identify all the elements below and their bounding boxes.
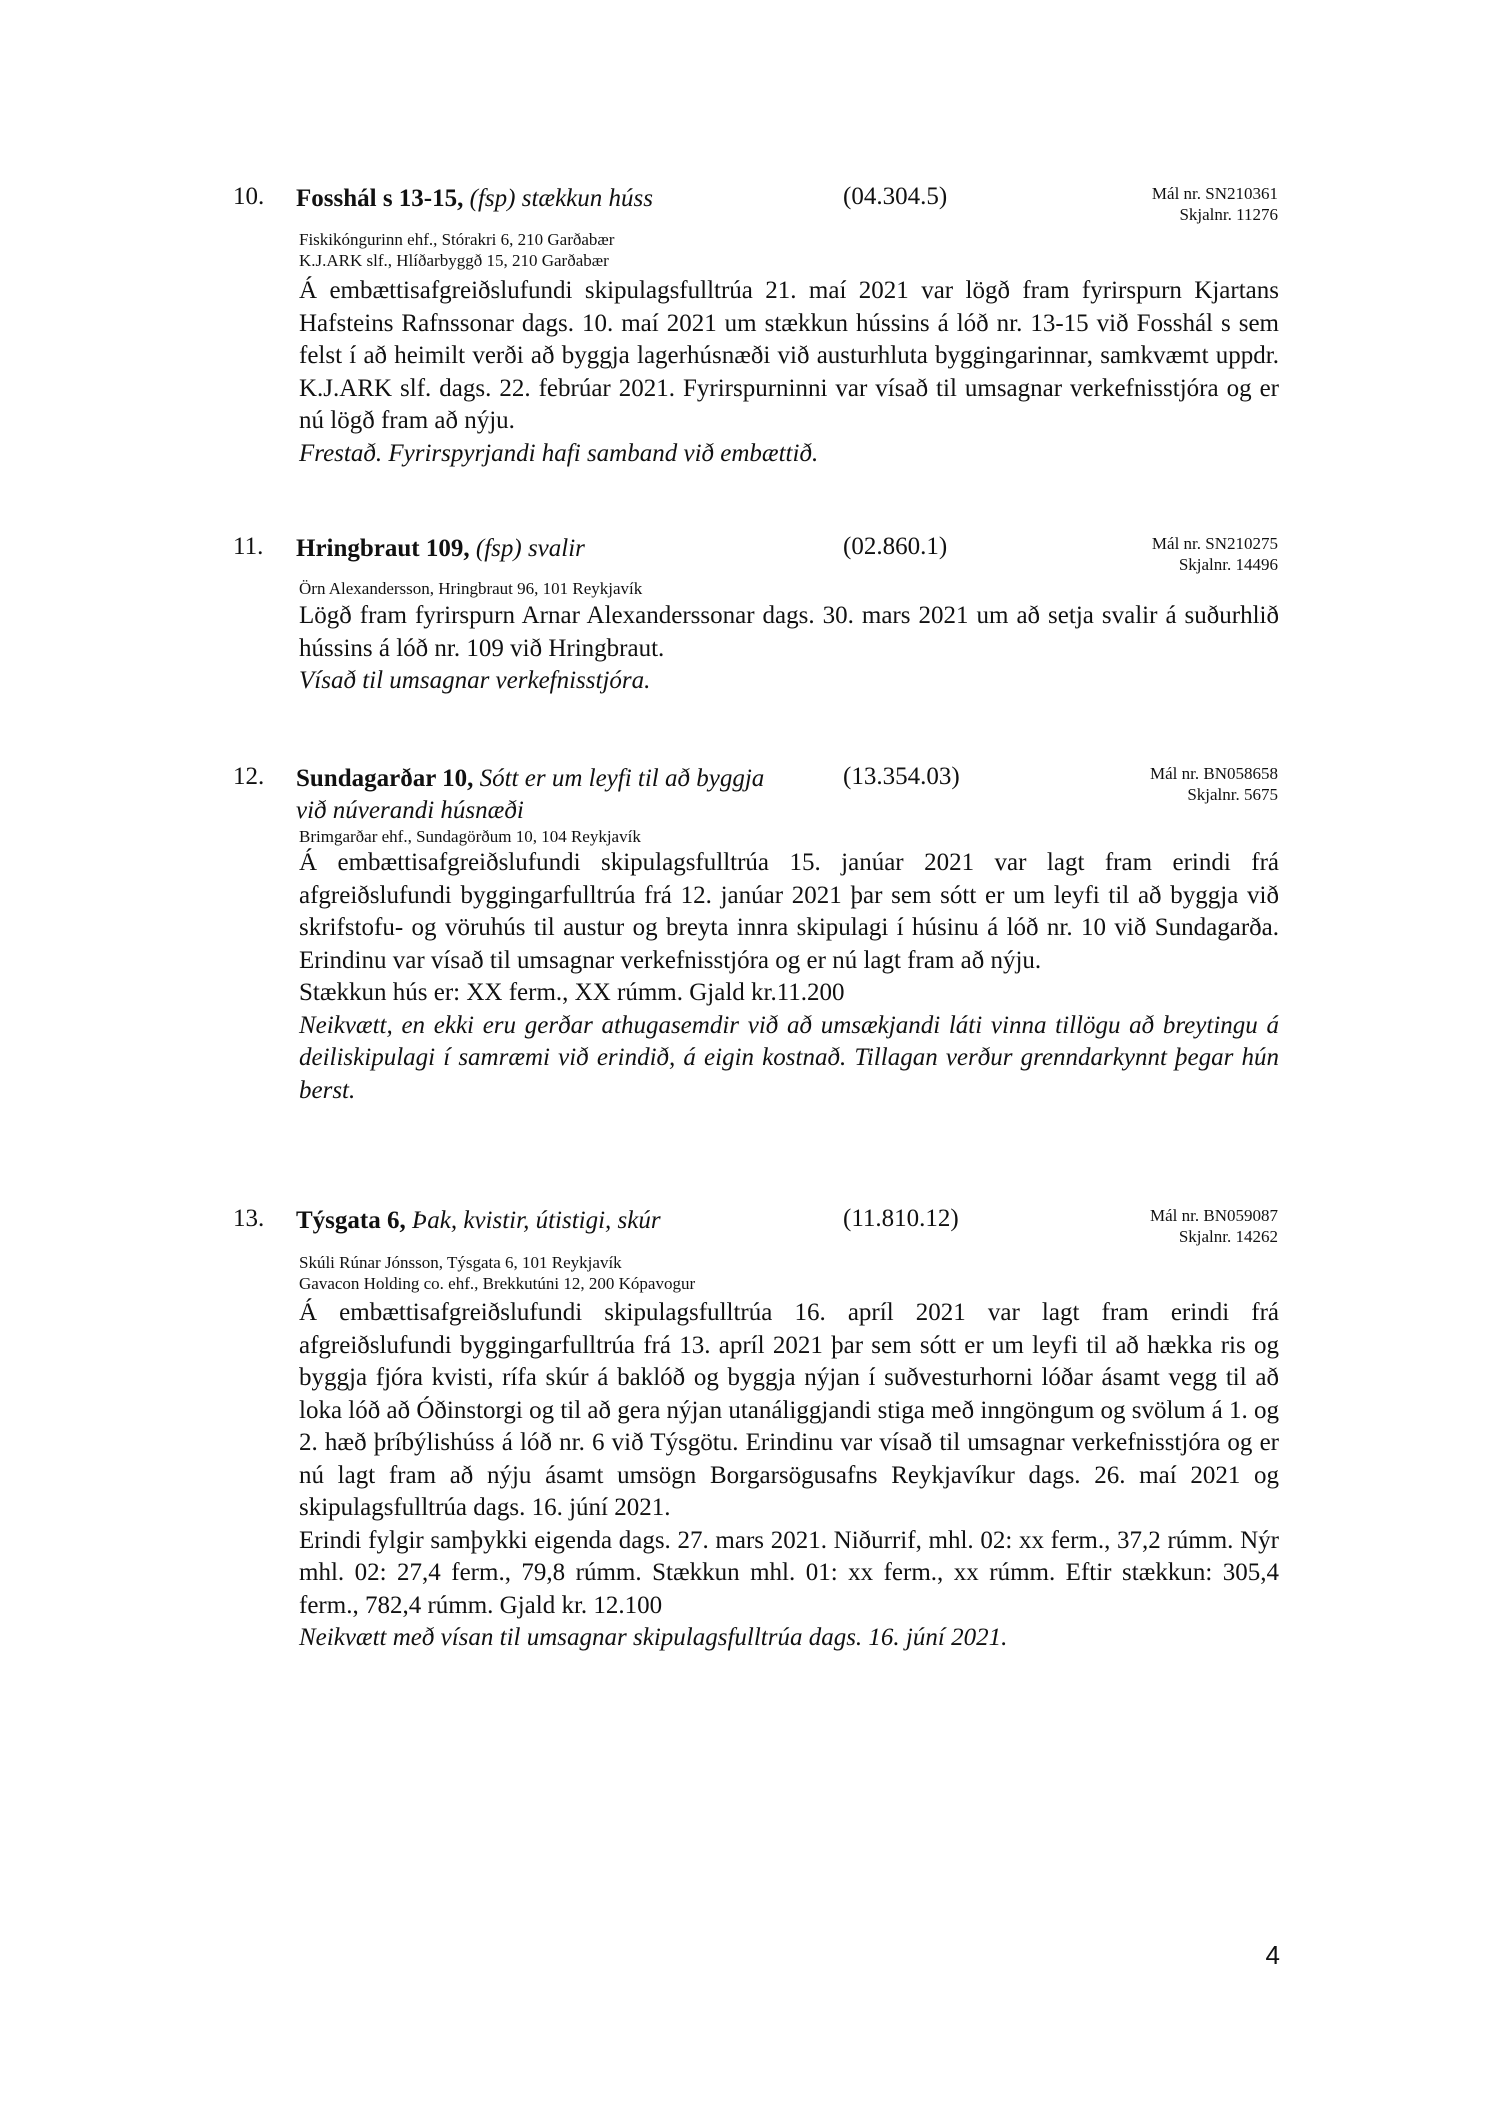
item-reference: (11.810.12) <box>843 1205 959 1232</box>
parties <box>299 826 641 847</box>
party: K.J.ARK slf., Hlíðarbyggð 15, 210 Garðabær <box>299 251 609 270</box>
case-numbers <box>1152 183 1278 225</box>
item-body <box>299 600 1279 698</box>
skjal-number: Skjalnr. 14496 <box>1178 555 1278 574</box>
item-text: Lögð fram fyrirspurn Arnar Alexanderssonar dags. 30. mars 2021 um að setja svalir á suðurhlið hússins á lóð nr. 109 við Hringbraut. <box>299 602 1279 662</box>
item-body <box>299 847 1279 1107</box>
item-body <box>299 1297 1279 1655</box>
parties <box>299 1252 695 1294</box>
party: Gavacon Holding co. ehf., Brekkutúni 12, 200 Kópavogur <box>299 1274 696 1293</box>
mal-number: Mál nr. SN210361 <box>1151 184 1278 203</box>
item-title <box>296 1205 661 1237</box>
skjal-number: Skjalnr. 5675 <box>1187 785 1278 804</box>
item-number: 11. <box>233 533 264 560</box>
item-text: Á embættisafgreiðslufundi skipulagsfulltrúa 15. janúar 2021 var lagt fram erindi frá afgreiðslufundi byggingarfulltrúa frá 12. janúar 2021 þar sem sótt er um leyfi til að byggja við skrifstofu- og vöruhús til austur og breyta innra skipulagi í húsinu á lóð nr. 10 við Sundagarða. Erindinu var vísað til umsagnar verkefnisstjóra og er nú lagt fram að nýju. <box>299 849 1279 974</box>
item-address: Fosshál s 13-15, <box>296 185 464 212</box>
mal-number: Mál nr. SN210275 <box>1151 534 1278 553</box>
party: Brimgarðar ehf., Sundagörðum 10, 104 Reykjavík <box>299 827 641 846</box>
skjal-number: Skjalnr. 11276 <box>1179 205 1278 224</box>
case-numbers <box>1150 763 1278 805</box>
mal-number: Mál nr. BN059087 <box>1150 1206 1278 1225</box>
parties <box>299 578 642 599</box>
parties <box>299 229 614 271</box>
item-title <box>296 533 585 565</box>
item-address: Týsgata 6, <box>296 1207 406 1234</box>
item-body <box>299 275 1279 470</box>
case-numbers <box>1150 1205 1278 1247</box>
item-description: (fsp) stækkun húss <box>469 185 653 212</box>
item-reference: (04.304.5) <box>843 183 948 210</box>
item-description: Þak, kvistir, útistigi, skúr <box>411 1207 661 1234</box>
item-reference: (13.354.03) <box>843 763 960 790</box>
item-text: Á embættisafgreiðslufundi skipulagsfulltrúa 21. maí 2021 var lögð fram fyrirspurn Kjartans Hafsteins Rafnssonar dags. 10. maí 2021 um stækkun hússins á lóð nr. 13-15 við Fosshál s sem felst í að heimilt verði að byggja lagerhúsnæði við austurhluta byggingarinnar, samkvæmt uppdr. K.J.ARK slf. dags. 22. febrúar 2021. Fyrirspurninni var vísað til umsagnar verkefnisstjóra og er nú lögð fram að nýju. <box>299 277 1279 434</box>
mal-number: Mál nr. BN058658 <box>1150 764 1278 783</box>
party: Örn Alexandersson, Hringbraut 96, 101 Reykjavík <box>299 579 643 598</box>
item-title <box>296 183 653 215</box>
case-numbers <box>1152 533 1278 575</box>
party: Fiskikóngurinn ehf., Stórakri 6, 210 Garðabær <box>299 230 615 249</box>
item-reference: (02.860.1) <box>843 533 948 560</box>
item-description: (fsp) svalir <box>475 535 585 562</box>
item-description: Sótt er um leyfi til að byggja við núverandi húsnæði <box>296 765 765 824</box>
item-number: 10. <box>233 183 265 210</box>
item-text: Á embættisafgreiðslufundi skipulagsfulltrúa 16. apríl 2021 var lagt fram erindi frá afgreiðslufundi byggingarfulltrúa frá 13. apríl 2021 þar sem sótt er um leyfi til að hækka ris og byggja fjóra kvisti, rífa skúr á baklóð og byggja nýjan í suðvesturhorni lóðar ásamt vegg til að loka lóð að Óðinstorgi og til að gera nýjan utanáliggjandi stiga með inngöngum og svölum á 1. og 2. hæð þríbýlishúss á lóð nr. 6 við Týsgötu. Erindinu var vísað til umsagnar verkefnisstjóra og er nú lagt fram að nýju ásamt umsögn Borgarsögusafns Reykjavíkur dags. 26. maí 2021 og skipulagsfulltrúa dags. 16. júní 2021. <box>299 1299 1279 1521</box>
party: Skúli Rúnar Jónsson, Týsgata 6, 101 Reykjavík <box>299 1253 622 1272</box>
skjal-number: Skjalnr. 14262 <box>1178 1227 1278 1246</box>
item-address: Sundagarðar 10, <box>296 765 474 792</box>
item-number: 13. <box>233 1205 265 1232</box>
item-result: Frestað. Fyrirspyrjandi hafi samband við embættið. <box>299 439 819 467</box>
item-number: 12. <box>233 763 265 790</box>
item-result: Vísað til umsagnar verkefnisstjóra. <box>299 667 651 694</box>
page-number: 4 <box>1265 1940 1280 1970</box>
item-address: Hringbraut 109, <box>296 535 470 562</box>
item-result: Neikvætt með vísan til umsagnar skipulagsfulltrúa dags. 16. júní 2021. <box>299 1624 1008 1651</box>
item-title <box>296 763 766 827</box>
item-extra: Erindi fylgir samþykki eigenda dags. 27. mars 2021. Niðurrif, mhl. 02: xx ferm., 37,2 rúmm. Nýr mhl. 02: 27,4 ferm., 79,8 rúmm. Stækkun mhl. 01: xx ferm., xx rúmm. Eftir stækkun: 305,4 ferm., 782,4 rúmm. Gjald kr. 12.100 <box>299 1526 1279 1619</box>
item-extra: Stækkun hús er: XX ferm., XX rúmm. Gjald kr.11.200 <box>299 979 845 1006</box>
item-result: Neikvætt, en ekki eru gerðar athugasemdir við að umsækjandi láti vinna tillögu að breytingu á deiliskipulagi í samræmi við erindið, á eigin kostnað. Tillagan verður grenndarkynnt þegar hún berst. <box>299 1011 1279 1104</box>
